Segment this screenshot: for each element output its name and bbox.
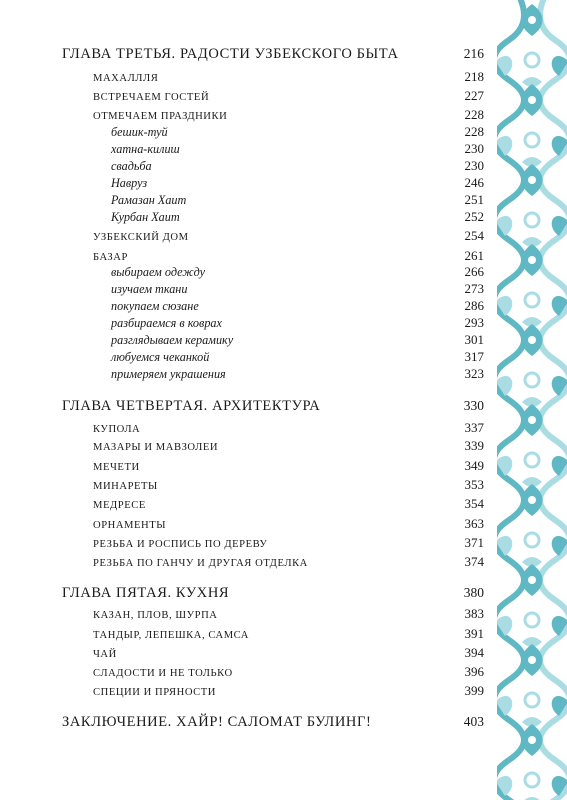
toc-section [0,458,484,474]
toc-section [0,626,484,642]
ornament-shape [528,576,536,584]
toc-page-number: 230 [464,158,484,173]
toc-title: хатна-килиш [111,142,180,156]
ornament-shape [528,336,536,344]
toc-chapter [0,398,484,415]
toc-subsection [0,192,484,208]
toc-page-number: 337 [464,420,484,435]
toc-page-number: 251 [464,192,484,207]
toc-title: Рамазан Хаит [111,193,187,207]
ornament-shape [528,496,536,504]
toc-section [0,496,484,512]
toc-title: свадьба [111,159,152,173]
toc-page-number: 383 [464,606,484,621]
toc-title: Курбан Хаит [111,210,180,224]
toc-subsection [0,366,484,382]
toc-title: КУПОЛА [93,424,141,435]
toc-title: МАХАЛЛЛЯ [93,73,159,84]
toc-page-number: 246 [464,175,484,190]
toc-section [0,228,484,244]
toc-section [0,554,484,570]
toc-title: РЕЗЬБА ПО ГАНЧУ И ДРУГАЯ ОТДЕЛКА [93,558,308,569]
toc-page-number: 228 [464,107,484,122]
toc-title: ЗАКЛЮЧЕНИЕ. ХАЙР! САЛОМАТ БУЛИНГ! [62,714,372,730]
toc-page-number: 330 [463,398,484,413]
toc-page-number: 218 [464,69,484,84]
toc-section [0,606,484,622]
ornament-shape [528,736,536,744]
toc-title: ГЛАВА ТРЕТЬЯ. РАДОСТИ УЗБЕКСКОГО БЫТА [62,46,399,62]
toc-section [0,664,484,680]
toc-section [0,645,484,661]
toc-title: разбираемся в коврах [111,316,222,330]
toc-page-number: 293 [464,315,484,330]
toc-title: покупаем сюзане [111,299,199,313]
toc-subsection [0,141,484,157]
toc-title: МЕДРЕСЕ [93,500,146,511]
toc-title: МИНАРЕТЫ [93,481,158,492]
toc-section [0,69,484,85]
toc-title: любуемся чеканкой [111,350,210,364]
toc-title: МАЗАРЫ И МАВЗОЛЕИ [93,442,219,453]
toc-title: ГЛАВА ЧЕТВЕРТАЯ. АРХИТЕКТУРА [62,398,321,414]
toc-title: БАЗАР [93,252,128,263]
toc-page-number: 354 [464,496,484,511]
toc-subsection [0,298,484,314]
toc-title: ЧАЙ [93,649,117,660]
toc-page-number: 227 [464,88,484,103]
toc-page-number: 394 [464,645,484,660]
toc-subsection [0,158,484,174]
toc-section [0,88,484,104]
toc-page-number: 396 [464,664,484,679]
ornament-shape [528,256,536,264]
toc-page-number: 323 [464,366,484,381]
toc-page-number: 374 [464,554,484,569]
toc-title: КАЗАН, ПЛОВ, ШУРПА [93,610,218,621]
toc-title: бешик-туй [111,125,168,139]
ornament-shape [528,16,536,24]
toc-subsection [0,281,484,297]
toc-subsection [0,124,484,140]
toc-page-number: 339 [464,438,484,453]
toc-section [0,477,484,493]
toc-page-number: 273 [464,281,484,296]
ornament-shape [528,96,536,104]
toc-page-number: 261 [464,248,484,263]
toc-page-number: 363 [464,516,484,531]
toc-title: Навруз [111,176,148,190]
ornament-shape [528,656,536,664]
toc-page-number: 353 [464,477,484,492]
toc-title: примеряем украшения [111,367,226,381]
toc-page-number: 301 [464,332,484,347]
toc-chapter [0,714,484,731]
toc-page-number: 228 [464,124,484,139]
toc-subsection [0,264,484,280]
toc-title: ГЛАВА ПЯТАЯ. КУХНЯ [62,585,230,601]
toc-title: разглядываем керамику [111,333,234,347]
toc-section [0,107,484,123]
toc-section [0,535,484,551]
ornament-shape [528,176,536,184]
toc-page-number: 349 [464,458,484,473]
toc-page-number: 391 [464,626,484,641]
toc-section [0,516,484,532]
toc-title: ВСТРЕЧАЕМ ГОСТЕЙ [93,92,210,103]
toc-title: ОТМЕЧАЕМ ПРАЗДНИКИ [93,111,228,122]
toc-chapter [0,585,484,602]
toc-page-number: 266 [464,264,484,279]
toc-subsection [0,332,484,348]
toc-page-number: 254 [464,228,484,243]
toc-section [0,248,484,264]
ornament-pattern [497,0,567,800]
toc-title: МЕЧЕТИ [93,462,140,473]
toc-subsection [0,349,484,365]
toc-title: РЕЗЬБА И РОСПИСЬ ПО ДЕРЕВУ [93,539,268,550]
arabesque-ornament-border-icon [497,0,567,800]
toc-title: ОРНАМЕНТЫ [93,520,167,531]
toc-page-number: 252 [464,209,484,224]
toc-page-number: 230 [464,141,484,156]
toc-title: изучаем ткани [111,282,188,296]
toc-title: ТАНДЫР, ЛЕПЕШКА, САМСА [93,630,249,641]
toc-page-number: 216 [463,46,484,61]
toc-title: СЛАДОСТИ И НЕ ТОЛЬКО [93,668,233,679]
ornament-shape [528,416,536,424]
toc-subsection [0,175,484,191]
toc-title: УЗБЕКСКИЙ ДОМ [93,232,189,243]
toc-section [0,683,484,699]
toc-page-number: 371 [464,535,484,550]
toc-page-number: 380 [463,585,484,600]
toc-chapter [0,46,484,63]
toc-section [0,438,484,454]
toc-page-number: 403 [463,714,484,729]
toc-page-number: 399 [464,683,484,698]
toc-page-number: 286 [464,298,484,313]
toc-title: СПЕЦИИ И ПРЯНОСТИ [93,687,216,698]
toc-section [0,420,484,436]
toc-page-number: 317 [464,349,484,364]
toc-title: выбираем одежду [111,265,205,279]
toc-subsection [0,315,484,331]
toc-subsection [0,209,484,225]
